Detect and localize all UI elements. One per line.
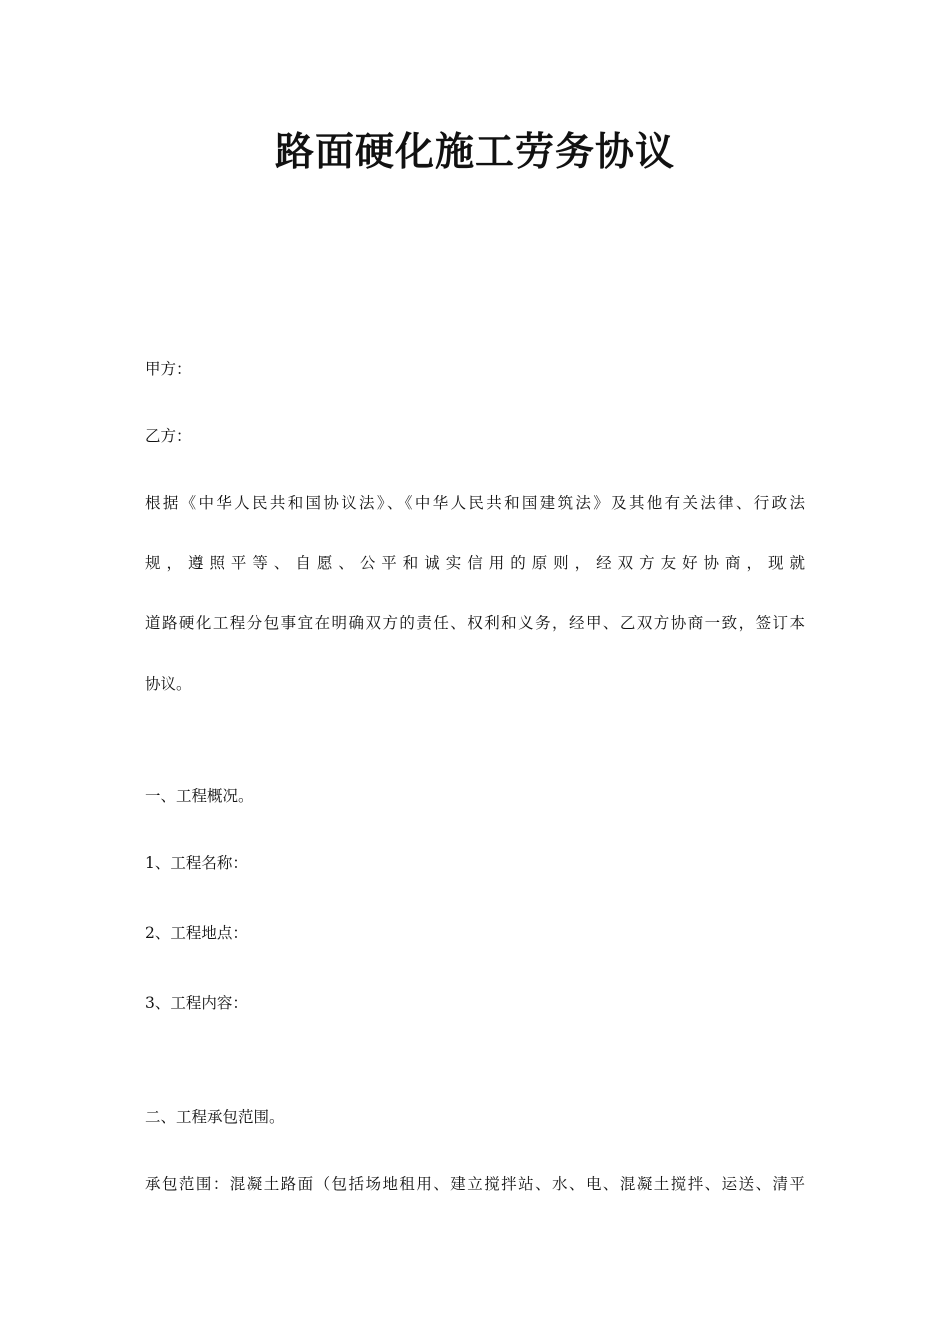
intro-line-1: 根据《中华人民共和国协议法》、《中华人民共和国建筑法》及其他有关法律、行政法 [145,494,805,512]
document-title: 路面硬化施工劳务协议 [274,129,675,175]
section-1-item-2: 2、工程地点： [145,924,248,942]
intro-line-2: 规，遵照平等、自愿、公平和诚实信用的原则，经双方友好协商，现就 [145,554,805,572]
party-a-label: 甲方： [145,360,192,378]
section-1-item-1: 1、工程名称： [145,854,248,872]
section-1-heading: 一、工程概况。 [145,787,254,805]
party-b-label: 乙方： [145,427,192,445]
section-2-heading: 二、工程承包范围。 [145,1108,285,1126]
section-2-text: 承包范围：混凝土路面（包括场地租用、建立搅拌站、水、电、混凝土搅拌、运送、清平 [145,1175,805,1193]
intro-line-4: 协议。 [145,675,192,693]
section-1-item-3: 3、工程内容： [145,994,248,1012]
intro-line-3: 道路硬化工程分包事宜在明确双方的责任、权利和义务，经甲、乙双方协商一致，签订本 [145,614,805,632]
